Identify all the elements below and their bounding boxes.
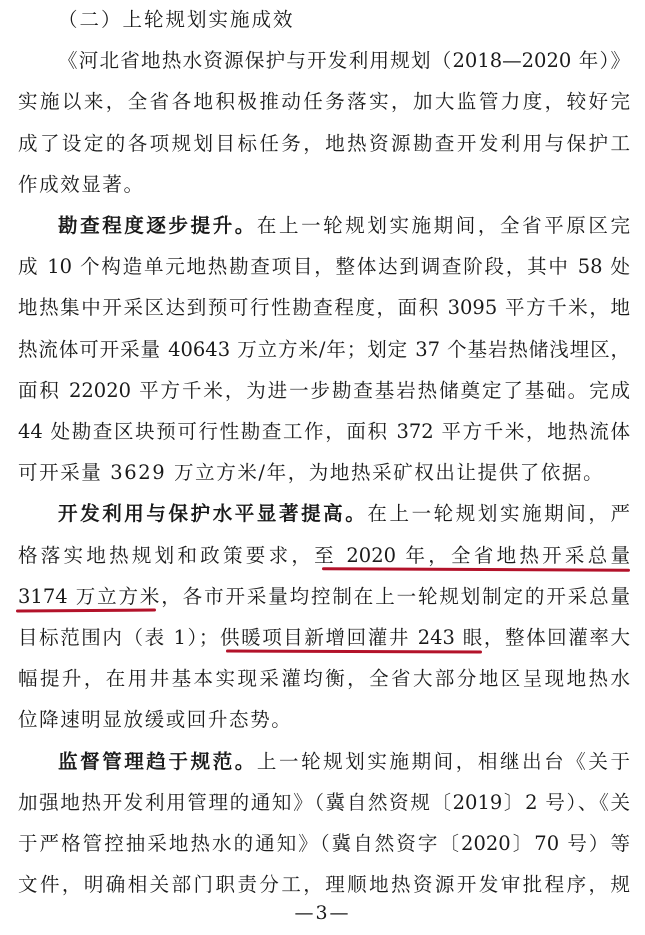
exploration-line-5: 面积 22020 平方千米，为进一步勘查基岩热储奠定了基础。完成 [18, 378, 630, 402]
section-heading: （二）上轮规划实施成效 [58, 8, 295, 31]
exploration-line-1 [18, 212, 630, 240]
supervision-line-4: 文件，明确相关部门职责分工，理顺地热资源开发审批程序，规 [18, 873, 630, 897]
development-line-1-text: 在上一轮规划实施期间，严 [367, 502, 630, 526]
page-number: —3— [294, 902, 351, 924]
highlight-underline-total-extraction-value [16, 608, 156, 612]
development-line-4: 目标范围内（表 1）；供暖项目新增回灌井 243 眼，整体回灌率大 [18, 626, 630, 649]
exploration-line-1-text: 在上一轮规划实施期间，全省平原区完 [256, 214, 630, 237]
supervision-line-3: 于严格管控抽采地热水的通知》（冀自然资字〔2020〕70 号）等 [18, 832, 630, 855]
intro-line-2: 实施以来，全省各地积极推动任务落实，加大监管力度，较好完 [18, 90, 630, 114]
development-line-5: 幅提升，在用井基本实现采灌均衡，全省大部分地区呈现地热水 [18, 667, 630, 691]
intro-line-3: 成了设定的各项规划目标任务，地热资源勘查开发利用与保护工 [18, 131, 630, 155]
development-line-2: 格落实地热规划和政策要求，至 2020 年，全省地热开采总量 [18, 543, 630, 567]
supervision-line-2: 加强地热开发利用管理的通知》（冀自然资规〔2019〕2 号）、《关 [18, 790, 630, 814]
supervision-title: 监督管理趋于规范。 [58, 749, 257, 773]
supervision-line-1-text: 上一轮规划实施期间，相继出台《关于 [256, 749, 630, 773]
development-title: 开发利用与保护水平显著提高。 [58, 502, 368, 526]
development-line-6: 位降速明显放缓或回升态势。 [18, 708, 293, 732]
intro-line-4: 作成效显著。 [18, 172, 145, 196]
exploration-line-7: 可开采量 3629 万立方米/年，为地热采矿权出让提供了依据。 [18, 461, 605, 485]
exploration-title: 勘查程度逐步提升。 [58, 214, 257, 237]
exploration-line-6: 44 处勘查区块预可行性勘查工作，面积 372 平方千米，地热流体 [18, 420, 630, 443]
supervision-line-1 [18, 748, 630, 776]
development-line-1 [18, 500, 630, 528]
exploration-line-3: 地热集中开采区达到预可行性勘查程度，面积 3095 平方千米，地 [18, 296, 630, 320]
development-line-3: 3174 万立方米，各市开采量均控制在上一轮规划制定的开采总量 [18, 584, 630, 608]
highlight-underline-reinjection-wells [226, 650, 482, 654]
exploration-line-2: 成 10 个构造单元地热勘查项目，整体达到调查阶段，其中 58 处 [18, 255, 630, 279]
exploration-line-4: 热流体可开采量 40643 万立方米/年；划定 37 个基岩热储浅埋区， [18, 337, 630, 361]
intro-line-1: 《河北省地热水资源保护与开发利用规划（2018—2020 年）》 [58, 49, 630, 73]
